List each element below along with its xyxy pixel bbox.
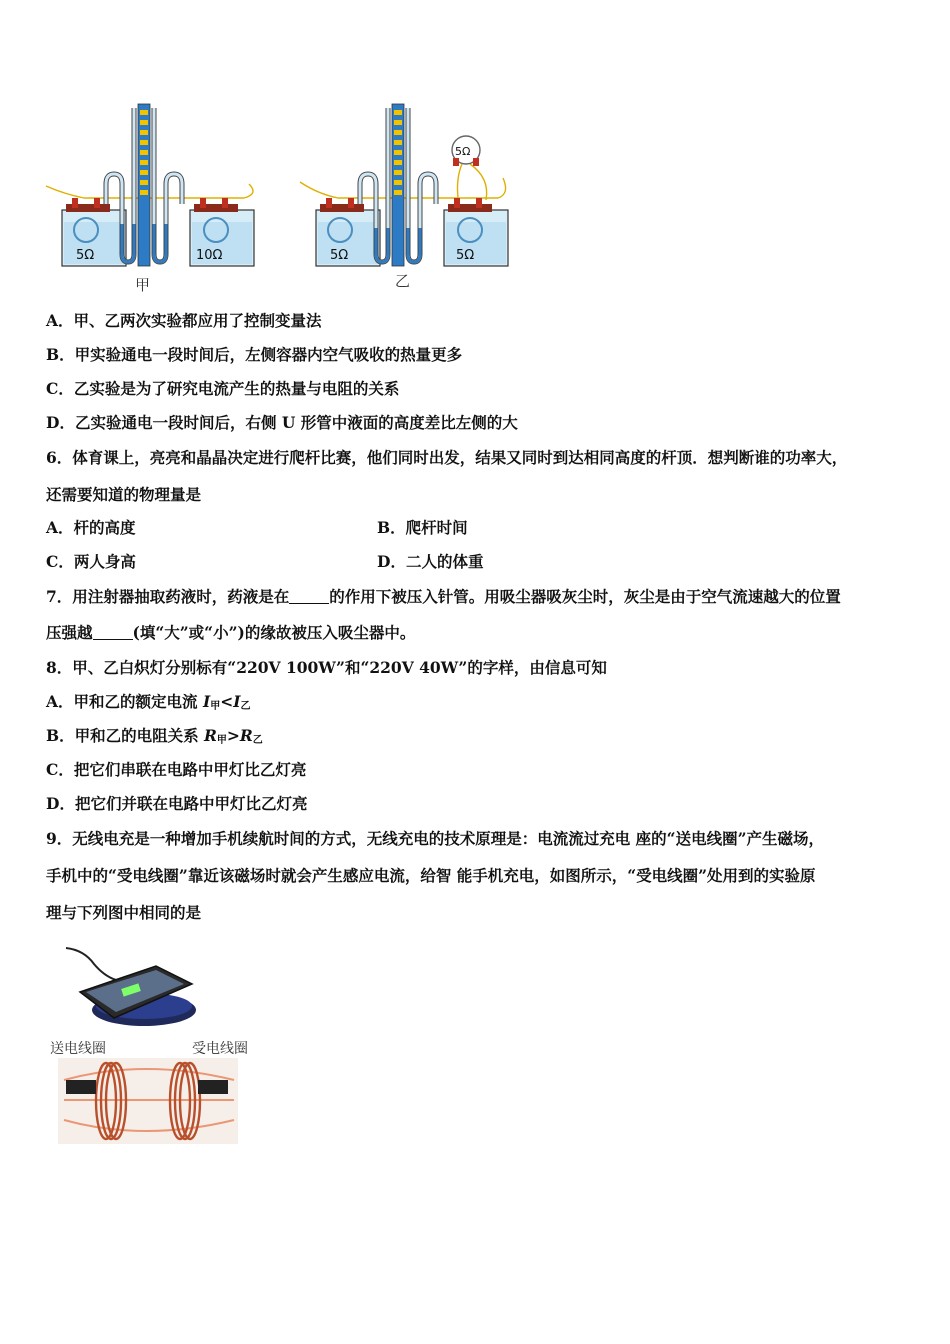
q8-a-var1: I — [202, 692, 211, 711]
q8-b-sub1: 甲 — [216, 735, 227, 746]
q7-blank-1 — [289, 589, 329, 604]
apparatus-yi — [300, 104, 508, 290]
q7-text-4: (填“大”或“小”)的缘故被压入吸尘器中。 — [132, 623, 416, 642]
joule-heating-figure — [44, 98, 514, 296]
q7-text-1: 7．用注射器抽取药液时，药液是在 — [46, 587, 290, 606]
q8-b-var1: R — [204, 726, 217, 745]
q8-a-sub2: 乙 — [240, 701, 251, 712]
wireless-charging-figure — [44, 940, 264, 1150]
q6-stem-line1: 6．体育课上，亮亮和晶晶决定进行爬杆比赛，他们同时出发，结果又同时到达相同高度的杆顶．想判断谁的功率大， — [46, 448, 848, 467]
q9-stem-line1: 9．无线电充是一种增加手机续航时间的方式，无线充电的技术原理是：电流流过充电 座的“送电线圈”产生磁场， — [46, 829, 825, 848]
coil-right-label: 受电线圈 — [192, 1041, 248, 1057]
q5-option-c: C．乙实验是为了研究电流产生的热量与电阻的关系 — [46, 379, 400, 398]
q8-option-c: C．把它们串联在电路中甲灯比乙灯亮 — [46, 760, 307, 779]
q7-blank-2 — [93, 625, 133, 640]
q8-b-sub2: 乙 — [252, 735, 263, 746]
q6-option-b: B．爬杆时间 — [377, 518, 468, 537]
q5-option-b: B．甲实验通电一段时间后，左侧容器内空气吸收的热量更多 — [46, 345, 463, 364]
charger-phone-illustration — [66, 948, 196, 1026]
q7-stem-line2 — [46, 623, 415, 643]
q5-option-d: D．乙实验通电一段时间后，右侧 U 形管中液面的高度差比左侧的大 — [46, 413, 518, 432]
q8-a-rel: < — [220, 692, 234, 711]
q8-b-var2: R — [239, 726, 253, 745]
q6-option-d: D．二人的体重 — [377, 552, 484, 571]
q8-a-var2: I — [233, 692, 241, 711]
q9-stem-line3: 理与下列图中相同的是 — [46, 903, 202, 922]
q8-a-text: A．甲和乙的额定电流 — [46, 692, 203, 711]
resistor-label-yi-external: 5Ω — [455, 145, 471, 158]
apparatus-jia — [46, 104, 254, 294]
q7-text-3: 压强越 — [46, 623, 93, 642]
caption-jia: 甲 — [135, 276, 151, 294]
coil-left-label: 送电线圈 — [50, 1041, 106, 1057]
q6-stem-line2: 还需要知道的物理量是 — [46, 485, 202, 504]
q8-a-sub1: 甲 — [210, 701, 221, 712]
q8-option-a — [46, 692, 250, 717]
coils-illustration — [58, 1058, 238, 1144]
q8-stem: 8．甲、乙白炽灯分别标有“220V 100W”和“220V 40W”的字样，由信息可知 — [46, 658, 607, 677]
resistor-label-jia-left: 5Ω — [76, 248, 95, 263]
caption-yi: 乙 — [395, 272, 411, 290]
q5-option-a: A．甲、乙两次实验都应用了控制变量法 — [46, 311, 322, 330]
q8-option-d: D．把它们并联在电路中甲灯比乙灯亮 — [46, 794, 308, 813]
q8-b-rel: > — [226, 726, 240, 745]
resistor-label-yi-right: 5Ω — [456, 248, 475, 263]
q7-text-2: 的作用下被压入针管。用吸尘器吸灰尘时，灰尘是由于空气流速越大的位置 — [329, 587, 841, 606]
q7-stem-line1 — [46, 587, 841, 607]
resistor-label-jia-right: 10Ω — [196, 248, 223, 263]
q6-option-a: A．杆的高度 — [46, 518, 136, 537]
q6-option-c: C．两人身高 — [46, 552, 136, 571]
q8-b-text: B．甲和乙的电阻关系 — [46, 726, 204, 745]
q9-stem-line2: 手机中的“受电线圈”靠近该磁场时就会产生感应电流，给智 能手机充电，如图所示，“受电线圈”处用到的实验原 — [46, 866, 816, 885]
resistor-label-yi-left: 5Ω — [330, 248, 349, 263]
q8-option-b — [46, 726, 263, 751]
